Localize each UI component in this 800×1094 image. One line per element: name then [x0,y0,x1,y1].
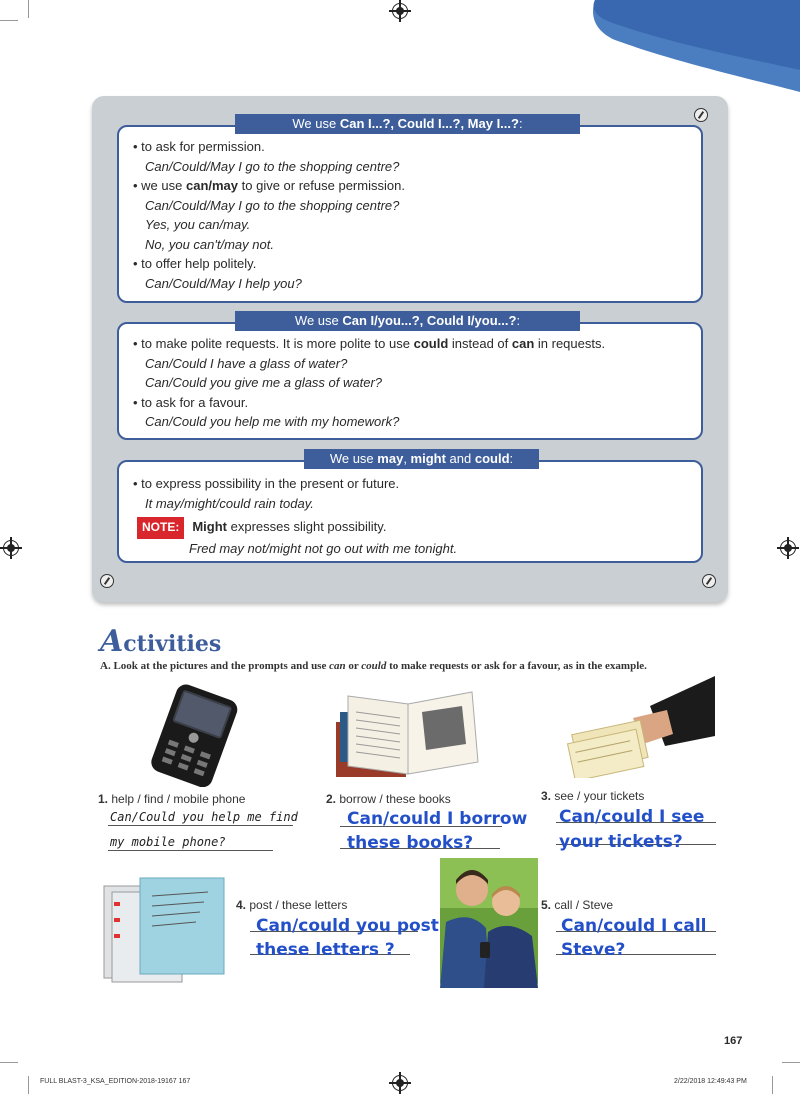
footer-timestamp: 2/22/2018 12:49:43 PM [674,1078,747,1085]
example-line: Can/Could/May I go to the shopping centre? [145,158,400,174]
mobile-phone-image [135,682,255,787]
box-header: We use Can I...?, Could I...?, May I...?: [235,114,580,134]
grammar-box-possibility [117,451,703,563]
example-line: Can/Could you give me a glass of water? [145,375,383,390]
answer-2-line-1: Can/could I borrow [347,809,528,829]
bullet-line: • to express possibility in the present or future. [133,474,689,494]
trim-mark [0,1062,18,1063]
prompt-1: 1. help / find / mobile phone [98,792,246,806]
note-badge: NOTE: [137,517,184,539]
note-line: NOTE: Might expresses slight possibility. [137,517,689,539]
prompt-5: 5. call / Steve [541,898,614,912]
bullet-line: • to make polite requests. It is more polite to use could instead of can in requests. [133,334,689,354]
answer-5-line-1: Can/could I call [561,916,707,936]
activity-instruction: A. Look at the pictures and the prompts and use can or could to make requests or ask for a favour, as in the example. [100,660,647,672]
answer-rule [108,850,273,851]
answer-3-line-1: Can/could I see [559,807,705,827]
trim-mark [0,20,18,21]
trim-mark [28,0,29,18]
box-header: We use may, might and could: [304,449,539,469]
grammar-box-permission [117,116,703,303]
answer-rule [108,825,293,826]
books-image [330,682,490,782]
activities-title: Activities [100,624,222,659]
bullet-line: • we use can/may to give or refuse permission. [133,176,689,196]
registration-mark-icon [780,540,796,556]
answer-2-line-2: these books? [347,833,474,853]
screw-icon [694,108,708,122]
bullet-line: • to ask for permission. [133,137,689,157]
example-line: It may/might/could rain today. [145,495,314,511]
prompt-4: 4. post / these letters [236,898,348,912]
example-line: Can/Could/May I go to the shopping centre? [145,197,400,213]
trim-mark [772,1076,773,1094]
trim-mark [28,1076,29,1094]
answer-3-line-2: your tickets? [559,832,683,852]
tickets-image [555,676,715,778]
boys-photo [440,858,538,988]
answer-5-line-2: Steve? [561,940,626,960]
answer-4-line-2: these letters ? [256,940,395,960]
letters-image [100,872,228,987]
registration-mark-icon [392,3,408,19]
prompt-3: 3. see / your tickets [541,789,645,803]
prompt-2: 2. borrow / these books [326,792,451,806]
example-answer-line-1: Can/Could you help me find [110,810,298,824]
box-header: We use Can I/you...?, Could I/you...?: [235,311,580,331]
page-number: 167 [724,1035,743,1047]
footer-file-info: FULL BLAST-3_KSA_EDITION-2018-19167 167 [40,1078,191,1085]
screw-icon [100,574,114,588]
registration-mark-icon [392,1075,408,1091]
grammar-box-requests [117,313,703,440]
example-line: Can/Could I have a glass of water? [145,355,348,371]
example-line: No, you can't/may not. [145,236,274,252]
example-answer-line-2: my mobile phone? [110,835,226,849]
example-line: Yes, you can/may. [145,217,251,232]
bullet-line: • to ask for a favour. [133,393,689,413]
example-line: Can/Could you help me with my homework? [145,414,400,429]
answer-4-line-1: Can/could you post [256,916,439,936]
trim-mark [782,1062,800,1063]
bullet-line: • to offer help politely. [133,254,689,274]
screw-icon [702,574,716,588]
example-line: Can/Could/May I help you? [145,275,302,291]
registration-mark-icon [3,540,19,556]
note-example-line: Fred may not/might not go out with me tonight. [189,540,458,556]
corner-decoration [585,0,800,100]
